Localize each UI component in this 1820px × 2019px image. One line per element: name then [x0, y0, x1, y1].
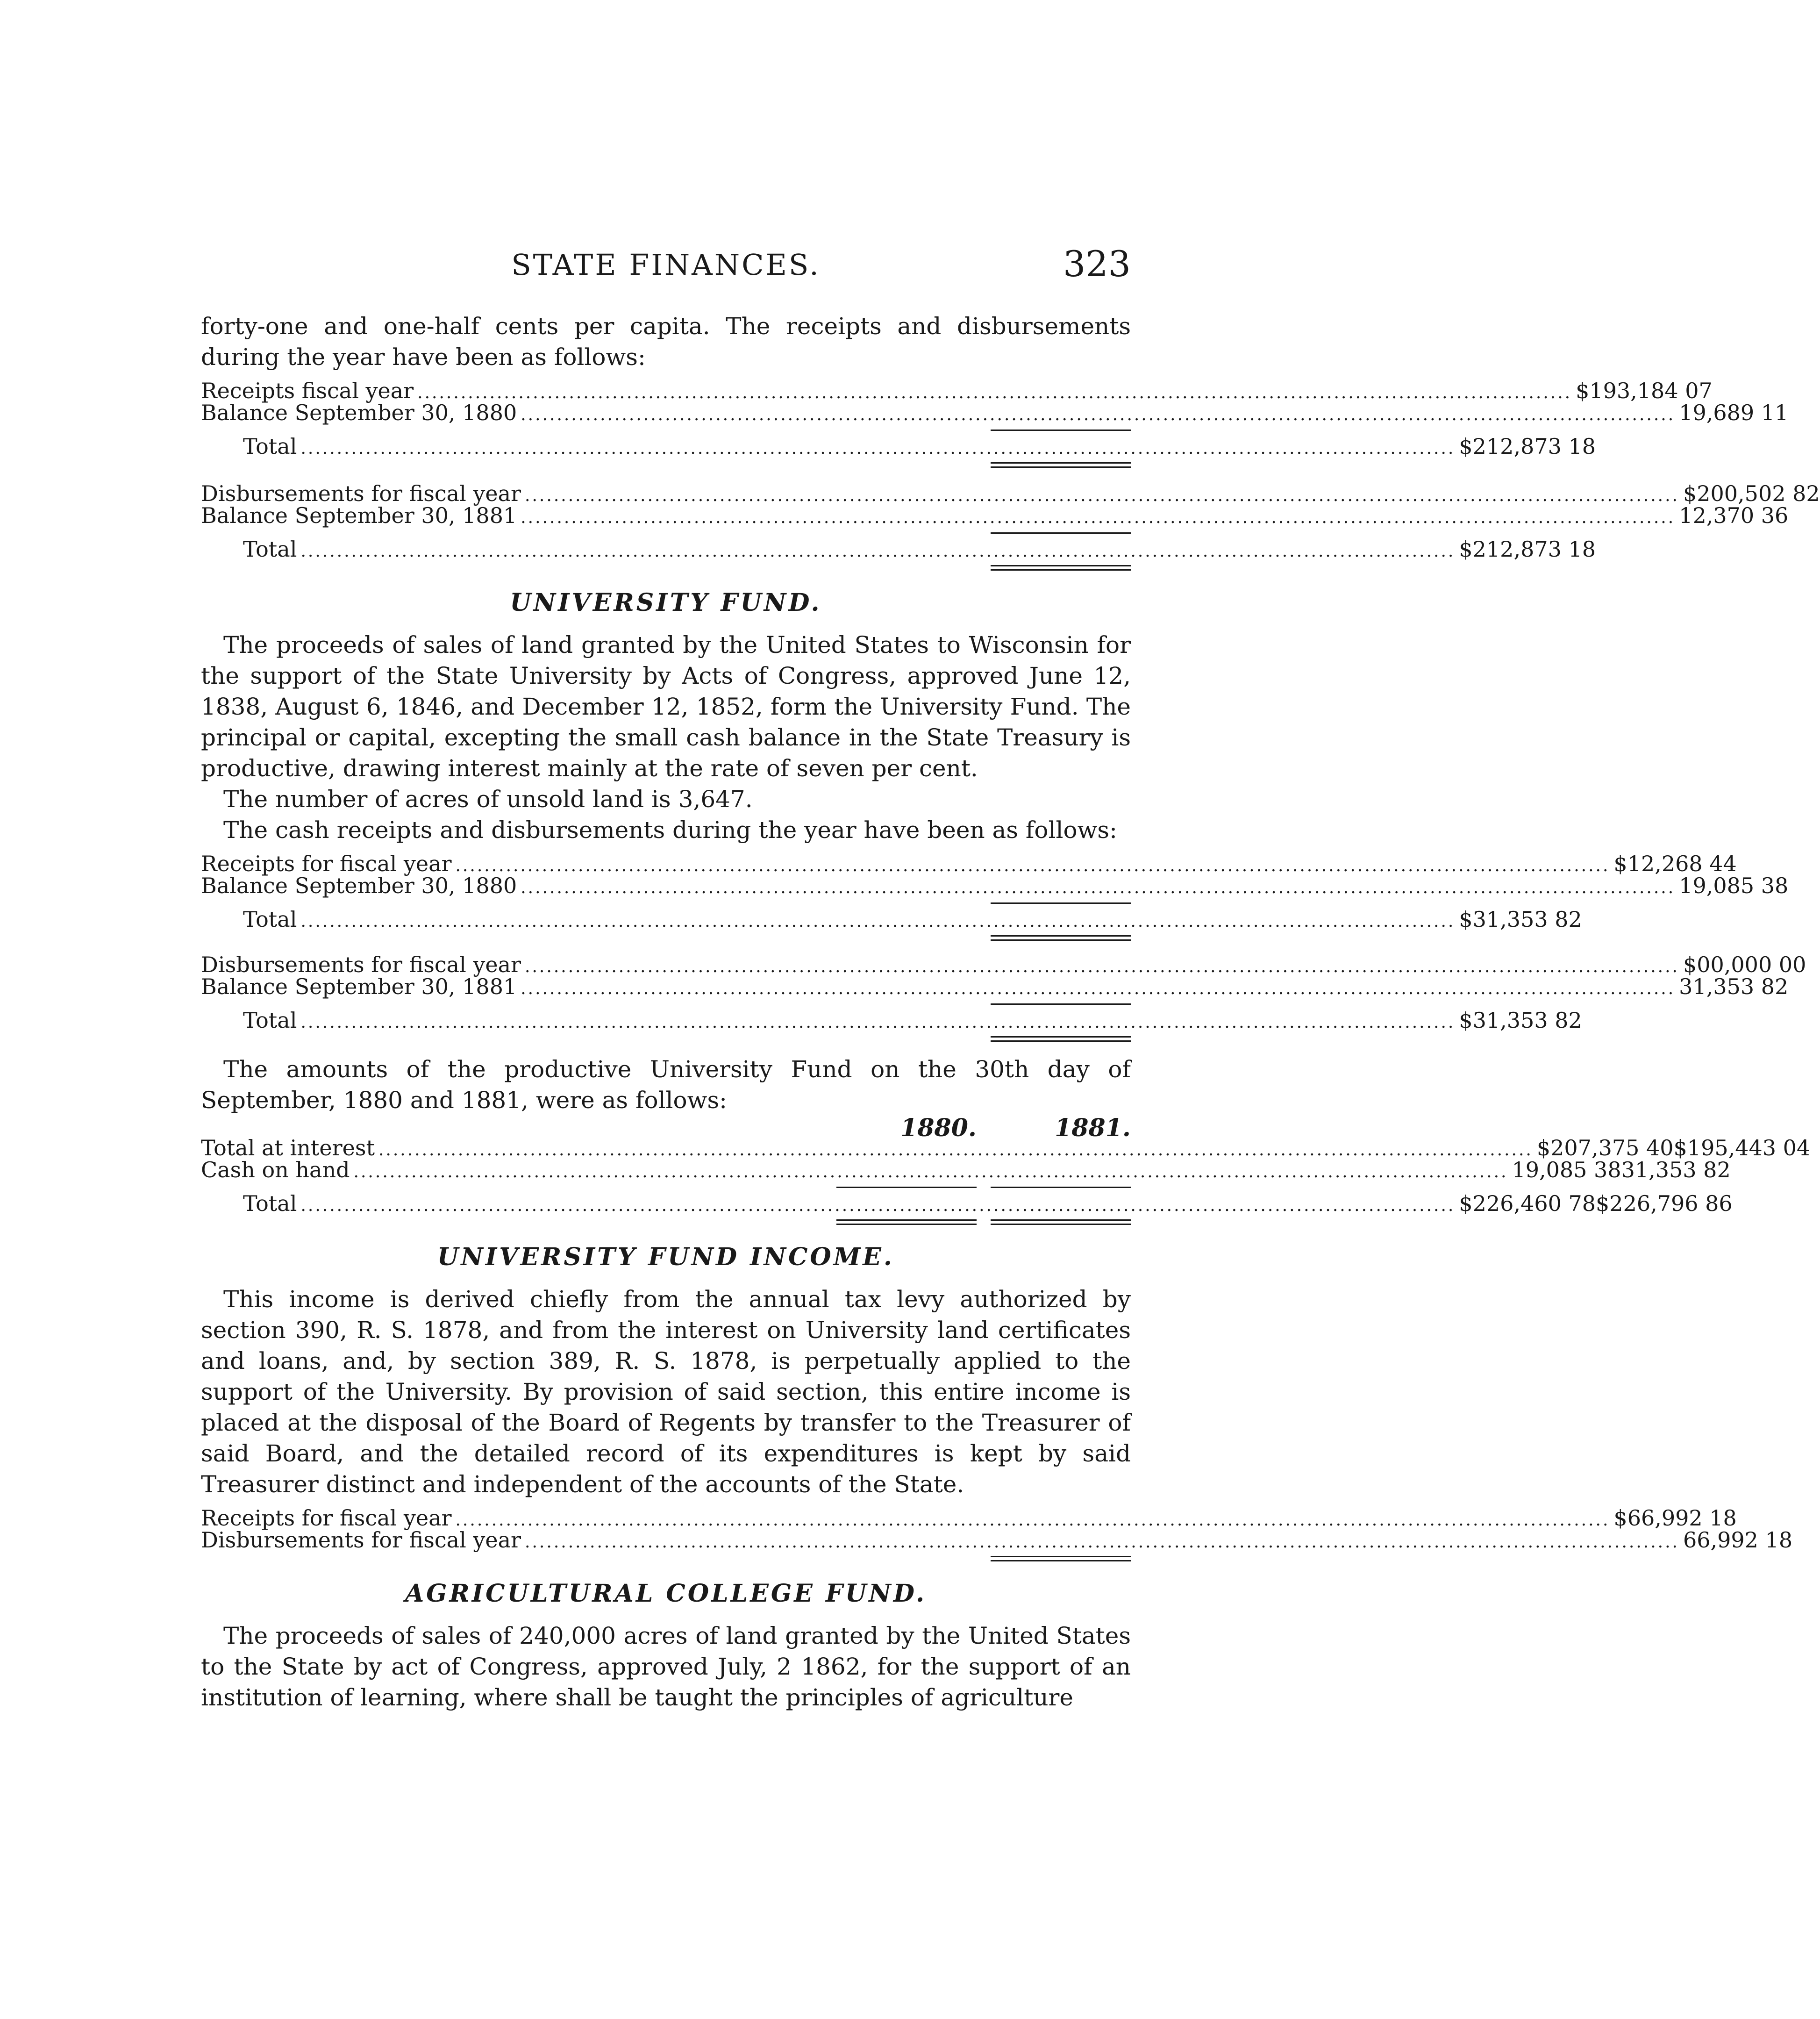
comparison-label: Total at interest	[201, 1135, 375, 1160]
ledger-label: Balance September 30, 1881	[201, 974, 517, 999]
sum-rule	[991, 532, 1131, 534]
comparison-label: Cash on hand	[201, 1157, 350, 1182]
sum-rule	[991, 902, 1131, 904]
ledger-label: Disbursements for fiscal year	[201, 1527, 521, 1553]
ledger-row	[201, 378, 1713, 403]
page-content	[201, 311, 1820, 1713]
running-head: STATE FINANCES.	[511, 248, 821, 282]
total-amount: $212,873 18	[1459, 434, 1596, 459]
ledger-amount: 19,085 38	[1679, 873, 1789, 898]
year-1880-heading: 1880.	[900, 1114, 977, 1142]
university-receipts-ledger	[201, 851, 1789, 941]
ledger-row	[201, 1527, 1793, 1553]
amount-1881: 31,353 82	[1621, 1157, 1731, 1182]
dot-leader: ................................................................................................................................................................	[521, 405, 1676, 424]
intro-disbursements-ledger	[201, 481, 1820, 571]
double-rule	[991, 565, 1131, 571]
paragraph: The number of acres of unsold land is 3,647.	[223, 786, 753, 813]
page-number: 323	[1063, 243, 1131, 285]
ledger-row	[201, 481, 1820, 506]
dot-leader: ................................................................................................................................................................	[417, 383, 1572, 402]
ledger-label: Balance September 30, 1881	[201, 503, 517, 528]
total-amount: $212,873 18	[1459, 537, 1596, 562]
amount-1881: $195,443 04	[1673, 1135, 1811, 1160]
income-ledger	[201, 1505, 1793, 1561]
total-label: Total	[243, 537, 297, 562]
dot-leader: ................................................................................................................................................................	[525, 1532, 1679, 1552]
dot-leader: ................................................................................................................................................................	[525, 957, 1679, 976]
intro-paragraph: forty-one and one-half cents per capita. The receipts and disbursements during the year have been as follows:	[201, 313, 1131, 371]
paragraph: The cash receipts and disbursements during the year have been as follows:	[223, 816, 1117, 844]
double-rule	[991, 1556, 1131, 1561]
double-rule	[991, 935, 1131, 941]
dot-leader: ................................................................................................................................................................	[300, 542, 1456, 561]
double-rules	[201, 1219, 1131, 1225]
dot-leader: ................................................................................................................................................................	[300, 912, 1456, 931]
dot-leader: ................................................................................................................................................................	[521, 508, 1676, 527]
total-label: Total	[243, 434, 297, 459]
ledger-label: Disbursements for fiscal year	[201, 481, 521, 506]
ledger-amount: $00,000 00	[1683, 952, 1806, 977]
section-title-university-fund-income: UNIVERSITY FUND INCOME.	[437, 1243, 895, 1271]
ledger-amount: 12,370 36	[1679, 503, 1789, 528]
ledger-label: Disbursements for fiscal year	[201, 952, 521, 977]
sum-rules	[201, 1187, 1131, 1188]
amount-1880: 19,085 38	[1512, 1157, 1621, 1182]
dot-leader: ................................................................................................................................................................	[353, 1162, 1508, 1181]
ledger-amount: $193,184 07	[1576, 378, 1713, 403]
double-rule	[991, 1219, 1131, 1225]
university-fund-comparison	[201, 1114, 1811, 1225]
dot-leader: ................................................................................................................................................................	[455, 856, 1610, 875]
dot-leader: ................................................................................................................................................................	[521, 979, 1676, 998]
total-amount: $31,353 82	[1459, 907, 1582, 932]
dot-leader: ................................................................................................................................................................	[378, 1140, 1533, 1160]
dot-leader: ................................................................................................................................................................	[300, 1196, 1456, 1215]
ledger-label: Receipts for fiscal year	[201, 851, 452, 876]
comparison-row	[201, 1135, 1811, 1160]
ledger-label: Receipts for fiscal year	[201, 1505, 452, 1531]
total-1880: $226,460 78	[1459, 1191, 1596, 1216]
ledger-row	[201, 1505, 1737, 1531]
ledger-total-row	[201, 1008, 1582, 1033]
dot-leader: ................................................................................................................................................................	[300, 439, 1456, 458]
year-1881-heading: 1881.	[1055, 1114, 1131, 1142]
section-title-agricultural-college-fund: AGRICULTURAL COLLEGE FUND.	[405, 1579, 927, 1608]
intro-receipts-ledger	[201, 378, 1789, 468]
double-rule	[991, 1036, 1131, 1042]
ledger-row	[201, 873, 1789, 898]
dot-leader: ................................................................................................................................................................	[521, 878, 1676, 897]
paragraph: This income is derived chiefly from the annual tax levy authorized by section 390, R. S. 1878, and from the interest on University land certificates and loans, and, by section 389, R. S. 1878, is perpetually applied to the support of the University. By provision of said section, this entire income is placed at the disposal of the Board of Regents by transfer to the Treasurer of said Board, and the detailed record of its expenditures is kept by said Treasurer distinct and independent of the accounts of the State.	[201, 1286, 1131, 1498]
ledger-label: Balance September 30, 1880	[201, 873, 517, 898]
ledger-row	[201, 851, 1737, 876]
ledger-row	[201, 400, 1789, 425]
ledger-total-row	[201, 907, 1582, 932]
total-label: Total	[243, 907, 297, 932]
sum-rule	[991, 1003, 1131, 1005]
ledger-amount: 66,992 18	[1683, 1527, 1793, 1553]
ledger-total-row	[201, 434, 1596, 459]
page-header	[201, 243, 1131, 285]
ledger-label: Receipts fiscal year	[201, 378, 414, 403]
ledger-total-row	[201, 537, 1596, 562]
amount-1880: $207,375 40	[1536, 1135, 1674, 1160]
total-label: Total	[243, 1191, 297, 1216]
ledger-row	[201, 503, 1789, 528]
total-1881: $226,796 86	[1596, 1191, 1733, 1216]
ledger-amount: $66,992 18	[1613, 1505, 1737, 1531]
dot-leader: ................................................................................................................................................................	[300, 1013, 1456, 1032]
ledger-amount: $12,268 44	[1613, 851, 1737, 876]
ledger-row	[201, 952, 1806, 977]
sum-rule	[836, 1187, 977, 1188]
ledger-row	[201, 974, 1789, 999]
comparison-total-row	[201, 1191, 1733, 1216]
paragraph: The proceeds of sales of land granted by the United States to Wisconsin for the support of the State University by Acts of Congress, approved June 12, 1838, August 6, 1846, and December 12, 1852, form the University Fund. The principal or capital, excepting the small cash balance in the State Treasury is productive, drawing interest mainly at the rate of seven per cent.	[201, 631, 1131, 782]
ledger-amount: $200,502 82	[1683, 481, 1820, 506]
section-title-university-fund: UNIVERSITY FUND.	[510, 588, 822, 617]
ledger-amount: 19,689 11	[1679, 400, 1789, 425]
dot-leader: ................................................................................................................................................................	[455, 1511, 1610, 1530]
double-rule	[991, 462, 1131, 468]
sum-rule	[991, 1187, 1131, 1188]
sum-rule	[991, 430, 1131, 431]
ledger-label: Balance September 30, 1880	[201, 400, 517, 425]
total-amount: $31,353 82	[1459, 1008, 1582, 1033]
dot-leader: ................................................................................................................................................................	[525, 486, 1679, 505]
comparison-row	[201, 1157, 1731, 1182]
paragraph: The proceeds of sales of 240,000 acres of land granted by the United States to the State by act of Congress, approved July, 2 1862, for the support of an institution of learning, where shall be taught the principles of agriculture	[201, 1622, 1131, 1711]
total-label: Total	[243, 1008, 297, 1033]
double-rule	[836, 1219, 977, 1225]
paragraph: The amounts of the productive University Fund on the 30th day of September, 1880 and 1881, were as follows:	[201, 1056, 1131, 1114]
ledger-amount: 31,353 82	[1679, 974, 1789, 999]
university-disbursements-ledger	[201, 952, 1806, 1042]
